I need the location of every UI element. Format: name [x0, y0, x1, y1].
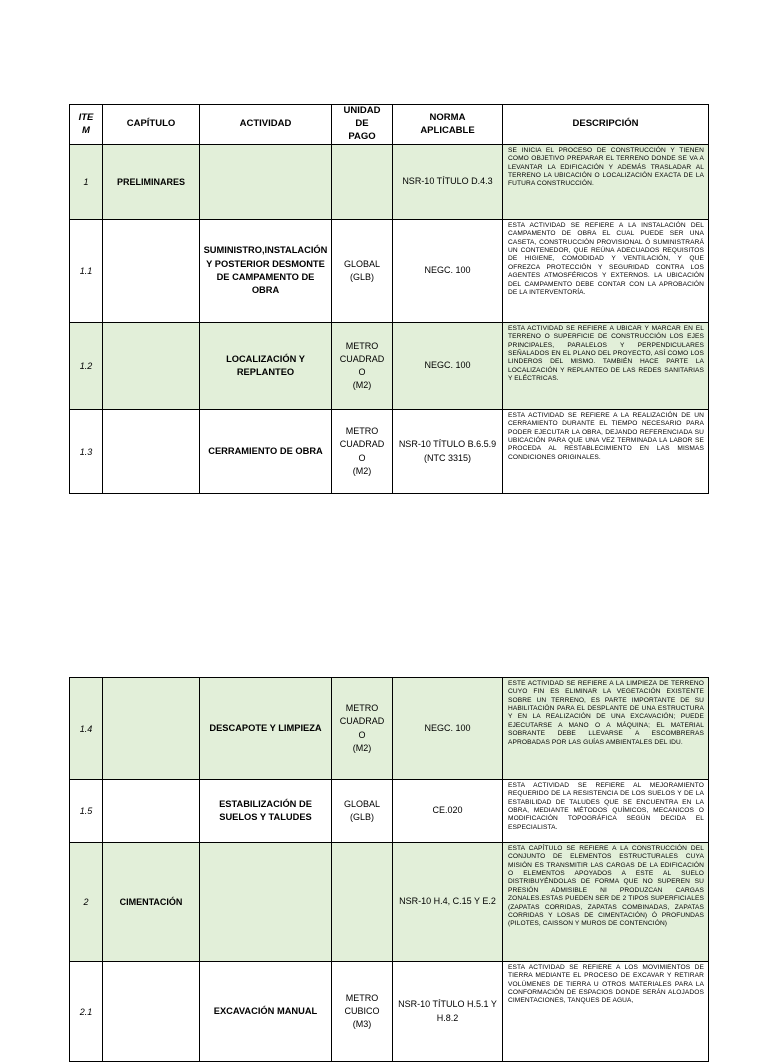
cell-unidad: GLOBAL (GLB): [332, 780, 393, 843]
header-capitulo: CAPÍTULO: [103, 105, 200, 145]
cell-actividad: [200, 843, 332, 962]
cell-descripcion: ESTE ACTIVIDAD SE REFIERE A LA LIMPIEZA DE TERRENO CUYO FIN ES ELIMINAR LA VEGETACIÓN EXISTENTE SOBRE UN TERRENO, ES PARTE IMPORTANTE DE SU HABILITACIÓN PARA EL DESPLANTE DE UNA ESTRUCTURA Y EN LA REALIZACIÓN DE UNA EXCAVACIÓN; PUEDE EJECUTARSE A MANO O A MÁQUINA; EL MATERIAL SOBRANTE DEBE LLEVARSE A ESCOMBRERAS APROBADAS POR LAS GUÍAS AMBIENTALES DEL IDU.: [503, 678, 709, 780]
cell-descripcion: ESTA ACTIVIDAD SE REFIERE A LA INSTALACIÓN DEL CAMPAMENTO DE OBRA EL CUAL PUEDE SER UNA CASETA, CONSTRUCCIÓN PROVISIONAL Ó SUMINISTRARÁ UN CONTENEDOR, QUE REÚNA ADECUADOS REQUISITOS DE HIGIENE, COMODIDAD Y VENTILACIÓN, Y QUE OFREZCA PROTECCIÓN Y SEGURIDAD CONTRA LOS AGENTES ATMOSFÉRICOS Y EXTERNOS. LA UBICACIÓN DEL CAMPAMENTO DEBE CONTAR CON LA APROBACIÓN DE LA INTERVENTORÍA.: [503, 220, 709, 323]
cell-norma: NSR-10 TÍTULO B.6.5.9 (NTC 3315): [393, 410, 503, 494]
table-row: [70, 678, 709, 780]
table-row: [70, 410, 709, 494]
cell-actividad: ESTABILIZACIÓN DE SUELOS Y TALUDES: [200, 780, 332, 843]
cell-item: 1.3: [70, 410, 103, 494]
cell-item: 1: [70, 145, 103, 220]
cell-item: 2.1: [70, 962, 103, 1062]
header-item: ITE M: [70, 105, 103, 145]
cell-capitulo: [103, 962, 200, 1062]
cell-unidad: METRO CUADRAD O (M2): [332, 678, 393, 780]
table-row: [70, 220, 709, 323]
cell-descripcion: ESTA ACTIVIDAD SE REFIERE A UBICAR Y MARCAR EN EL TERRENO O SUPERFICIE DE CONSTRUCCIÓN LOS EJES PRINCIPALES, PARALELOS Y PERPENDICULARES SEÑALADOS EN EL PLANO DEL PROYECTO, ASÍ COMO LOS LINDEROS DEL MISMO. TAMBIÉN HACE PARTE LA LOCALIZACIÓN Y REPLANTEO DE LAS REDES SANITARIAS Y ELÉCTRICAS.: [503, 323, 709, 410]
cell-norma: NSR-10 TÍTULO D.4.3: [393, 145, 503, 220]
table-row: [70, 843, 709, 962]
cell-actividad: LOCALIZACIÓN Y REPLANTEO: [200, 323, 332, 410]
header-norma: NORMA APLICABLE: [393, 105, 503, 145]
cell-descripcion: ESTA CAPÍTULO SE REFIERE A LA CONSTRUCCIÓN DEL CONJUNTO DE ELEMENTOS ESTRUCTURALES CUYA MISIÓN ES TRANSMITIR LAS CARGAS DE LA EDIFICACIÓN O ELEMENTOS APOYADOS A ESTE AL SUELO DISTRIBUYÉNDOLAS DE FORMA QUE NO SUPEREN SU PRESIÓN ADMISIBLE NI PRODUZCAN CARGAS ZONALES.ESTAS PUEDEN SER DE 2 TIPOS SUPERFICIALES (ZAPATAS CORRIDAS, ZAPATAS COMBINADAS, ZAPATAS CORRIDAS Y LOSAS DE CIMENTACIÓN) Ó PROFUNDAS (PILOTES, CAISSON Y MUROS DE CONTENCIÓN): [503, 843, 709, 962]
cell-item: 1.4: [70, 678, 103, 780]
cell-descripcion: ESTA ACTIVIDAD SE REFIERE A LOS MOVIMIENTOS DE TIERRA MEDIANTE EL PROCESO DE EXCAVAR Y RETIRAR VOLÚMENES DE TIERRA U OTROS MATERIALES PARA LA CONFORMACIÓN DE ESPACIOS DONDE SERÁN ALOJADOS CIMENTACIONES, TANQUES DE AGUA,: [503, 962, 709, 1062]
header-actividad: ACTIVIDAD: [200, 105, 332, 145]
cell-descripcion: ESTA ACTIVIDAD SE REFIERE A LA REALIZACIÓN DE UN CERRAMIENTO DURANTE EL TIEMPO NECESARIO PARA PODER EJECUTAR LA OBRA, DEJANDO REFERENCIADA SU UBICACIÓN PARA QUE UNA VEZ TERMINADA LA LABOR SE PROCEDA AL RESTABLECIMIENTO EN LAS MISMAS CONDICIONES ORIGINALES.: [503, 410, 709, 494]
cell-capitulo: [103, 323, 200, 410]
cell-actividad: SUMINISTRO,INSTALACIÓN Y POSTERIOR DESMONTE DE CAMPAMENTO DE OBRA: [200, 220, 332, 323]
cell-capitulo: [103, 780, 200, 843]
cell-norma: CE.020: [393, 780, 503, 843]
cell-unidad: METRO CUBICO (M3): [332, 962, 393, 1062]
table-row: [70, 780, 709, 843]
cell-capitulo: CIMENTACIÓN: [103, 843, 200, 962]
table-row: [70, 962, 709, 1062]
cell-actividad: DESCAPOTE Y LIMPIEZA: [200, 678, 332, 780]
header-row: [70, 105, 709, 145]
cell-item: 1.5: [70, 780, 103, 843]
activities-table-2: [69, 677, 709, 1062]
cell-unidad: [332, 145, 393, 220]
cell-unidad: [332, 843, 393, 962]
cell-item: 2: [70, 843, 103, 962]
header-unidad: UNIDAD DE PAGO: [332, 105, 393, 145]
cell-norma: NEGC. 100: [393, 220, 503, 323]
cell-descripcion: ESTA ACTIVIDAD SE REFIERE AL MEJORAMIENTO REQUERIDO DE LA RESISTENCIA DE LOS SUELOS Y DE LA ESTABILIDAD DE TALUDES QUE SE ENCUENTRA EN LA OBRA, MEDIANTE MÉTODOS QUÍMICOS, MECANICOS O MODIFICACIÓN TOPOGRÁFICA SEGÚN DECIDA EL ESPECIALISTA.: [503, 780, 709, 843]
cell-actividad: EXCAVACIÓN MANUAL: [200, 962, 332, 1062]
cell-descripcion: SE INICIA EL PROCESO DE CONSTRUCCIÓN Y TIENEN COMO OBJETIVO PREPARAR EL TERRENO DONDE SE VA A LEVANTAR LA EDIFICACIÓN Y ADEMÁS TRASLADAR AL TERRENO LA UBICACIÓN O LOCALIZACIÓN EXACTA DE LA FUTURA CONSTRUCCIÓN.: [503, 145, 709, 220]
cell-capitulo: PRELIMINARES: [103, 145, 200, 220]
table-row: [70, 145, 709, 220]
cell-capitulo: [103, 220, 200, 323]
table-row: [70, 323, 709, 410]
cell-norma: NEGC. 100: [393, 678, 503, 780]
cell-actividad: CERRAMIENTO DE OBRA: [200, 410, 332, 494]
header-descripcion: DESCRIPCIÓN: [503, 105, 709, 145]
cell-capitulo: [103, 410, 200, 494]
cell-unidad: METRO CUADRAD O (M2): [332, 410, 393, 494]
cell-actividad: [200, 145, 332, 220]
cell-norma: NSR-10 TÍTULO H.5.1 Y H.8.2: [393, 962, 503, 1062]
cell-item: 1.1: [70, 220, 103, 323]
cell-item: 1.2: [70, 323, 103, 410]
cell-unidad: GLOBAL (GLB): [332, 220, 393, 323]
activities-table-1: [69, 104, 709, 494]
cell-capitulo: [103, 678, 200, 780]
cell-norma: NEGC. 100: [393, 323, 503, 410]
cell-norma: NSR-10 H.4, C.15 Y E.2: [393, 843, 503, 962]
cell-unidad: METRO CUADRAD O (M2): [332, 323, 393, 410]
